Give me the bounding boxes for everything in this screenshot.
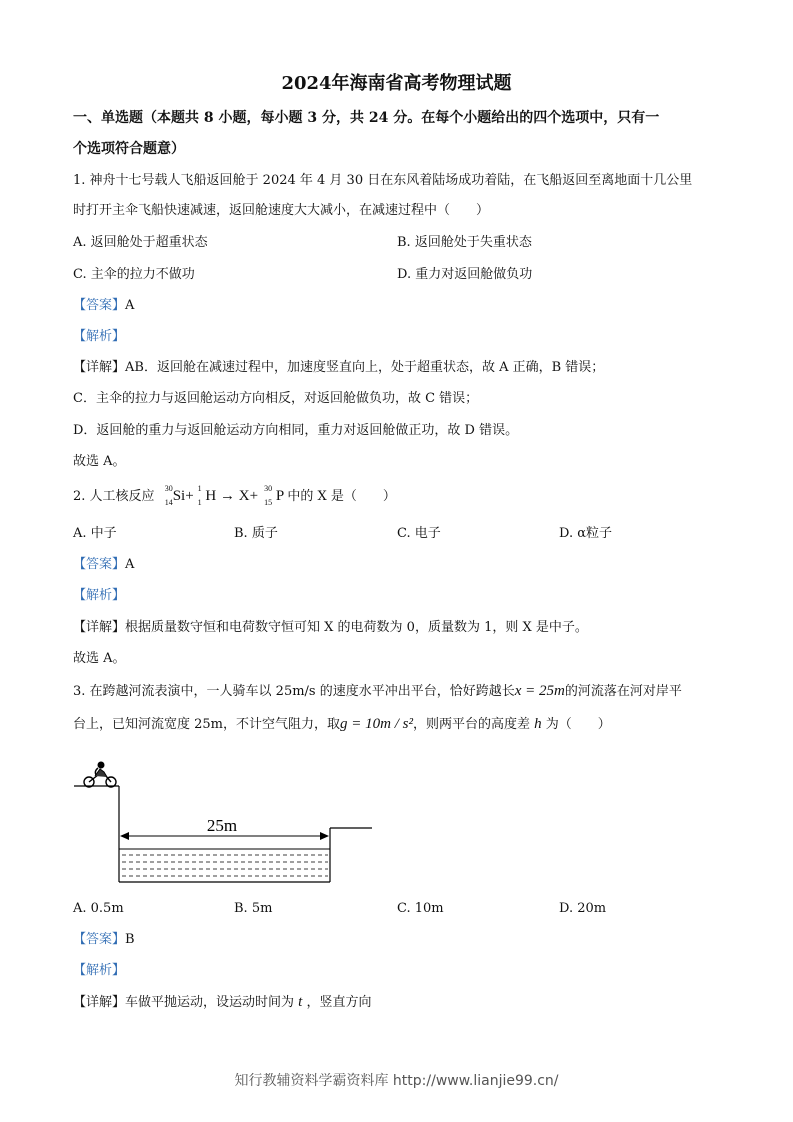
q3-detail-text: 车做平抛运动，设运动时间为: [125, 995, 295, 1010]
q2-option-a: A. 中子: [73, 526, 117, 541]
q1-answer: [73, 297, 134, 315]
q1-option-d: D. 重力对返回舱做负功: [397, 267, 533, 282]
q1-stem-line2: 时打开主伞飞船快速减速，返回舱速度大大减小，在减速过程中（ ）: [73, 203, 490, 218]
q1-detail-line3: D．返回舱的重力与返回舱运动方向相同，重力对返回舱做正功，故 D 错误。: [73, 423, 519, 438]
si-mass-number: 30: [164, 483, 173, 493]
q2-detail-text1: 根据质量数守恒和电荷数守恒可知 X 的电荷数为 0，质量数为 1，则 X 是中子。: [125, 620, 588, 635]
q2-option-b: B. 质子: [234, 526, 278, 541]
river-width-label: 25m: [206, 816, 238, 835]
nuclear-equation: [159, 483, 288, 507]
q3-text: 台上，已知河流宽度 25m，不计空气阻力，取: [73, 717, 341, 732]
detail-label: 【详解】: [73, 620, 126, 635]
q2-option-c: C. 电子: [397, 526, 441, 541]
q3-option-c: C. 10m: [397, 901, 444, 916]
q3-stem-line1: [73, 682, 682, 701]
q1-analysis-label: 【解析】: [73, 329, 126, 344]
answer-label: 【答案】: [73, 298, 126, 313]
si-symbol: Si: [172, 488, 186, 504]
q3-stem-line2: [73, 715, 611, 734]
q3-text: 3. 在跨越河流表演中，一人骑车以 25m/s 的速度水平冲出平台，恰好跨越长: [73, 684, 515, 699]
q3-option-b: B. 5m: [234, 901, 273, 916]
q1-option-c: C. 主伞的拉力不做功: [73, 267, 195, 282]
q2-suffix: 中的 X 是（ ）: [287, 489, 396, 504]
h-isotope-indices: [194, 483, 202, 507]
q3-text: 为（ ）: [545, 717, 611, 732]
h-mass-number: 1: [197, 483, 202, 493]
q1-detail-text1: AB．返回舱在减速过程中，加速度竖直向上，处于超重状态，故 A 正确，B 错误；: [125, 360, 605, 375]
q2-analysis-label: 【解析】: [73, 588, 126, 603]
h-symbol: H: [205, 488, 217, 504]
p-isotope-indices: [258, 483, 273, 507]
plus-sign: +: [185, 488, 194, 504]
q3-text: ，则两平台的高度差: [412, 717, 530, 732]
arrow-icon: →: [220, 488, 236, 504]
q3-formula-x: x = 25m: [514, 683, 565, 699]
q1-conclusion: 故选 A。: [73, 454, 126, 469]
q3-option-a: A. 0.5m: [73, 901, 124, 916]
q3-option-d: D. 20m: [559, 901, 607, 916]
q3-symbol-h: h: [534, 716, 542, 732]
x-symbol: X: [238, 488, 250, 504]
motorcycle-rider-icon: [84, 762, 116, 788]
section-heading-line1: 一、单选题（本题共 8 小题，每小题 3 分，共 24 分。在每个小题给出的四个选项中，只有一: [73, 110, 660, 126]
q2-answer: [73, 556, 134, 574]
water-dashes: [122, 855, 328, 876]
answer-label: 【答案】: [73, 932, 126, 947]
page-title: 2024年海南省高考物理试题: [281, 73, 512, 94]
q3-text: 的河流落在河对岸平: [564, 684, 682, 699]
q3-formula-g: g = 10m / s²: [340, 716, 413, 732]
p-symbol: P: [275, 488, 284, 504]
answer-value: B: [125, 932, 135, 947]
q3-answer: [73, 931, 135, 949]
detail-label: 【详解】: [73, 995, 126, 1010]
river-jump-figure: [70, 752, 380, 892]
q2-option-d: D. α粒子: [559, 526, 613, 541]
q2-conclusion: 故选 A。: [73, 651, 126, 666]
q2-detail-line1: [73, 619, 588, 637]
h-charge-number: 1: [197, 497, 202, 507]
q1-option-a: A. 返回舱处于超重状态: [73, 235, 208, 250]
q2-stem: [73, 483, 396, 507]
q1-stem-line1: 1. 神舟十七号载人飞船返回舱于 2024 年 4 月 30 日在东风着陆场成功着陆，在飞船返回至离地面十几公里: [73, 173, 693, 188]
q3-analysis-label: 【解析】: [73, 963, 126, 978]
page-footer: 知行教辅资料学霸资料库 http://www.lianjie99.cn/: [234, 1073, 559, 1089]
section-heading-line2: 个选项符合题意）: [73, 141, 185, 157]
answer-value: A: [125, 298, 135, 313]
answer-value: A: [125, 557, 135, 572]
q1-detail-line1: [73, 359, 604, 377]
q1-option-b: B. 返回舱处于失重状态: [397, 235, 532, 250]
q3-detail-text: ，竖直方向: [306, 995, 372, 1010]
q2-prefix: 2. 人工核反应: [73, 489, 155, 504]
q3-detail-line1: [73, 993, 372, 1012]
p-charge-number: 15: [264, 497, 273, 507]
plus-sign: +: [249, 488, 259, 504]
si-isotope-indices: [159, 483, 173, 507]
si-charge-number: 14: [164, 497, 173, 507]
q3-symbol-t: t: [298, 994, 303, 1010]
detail-label: 【详解】: [73, 360, 126, 375]
q1-detail-line2: C．主伞的拉力与返回舱运动方向相反，对返回舱做负功，故 C 错误；: [73, 391, 479, 406]
p-mass-number: 30: [264, 483, 273, 493]
answer-label: 【答案】: [73, 557, 126, 572]
